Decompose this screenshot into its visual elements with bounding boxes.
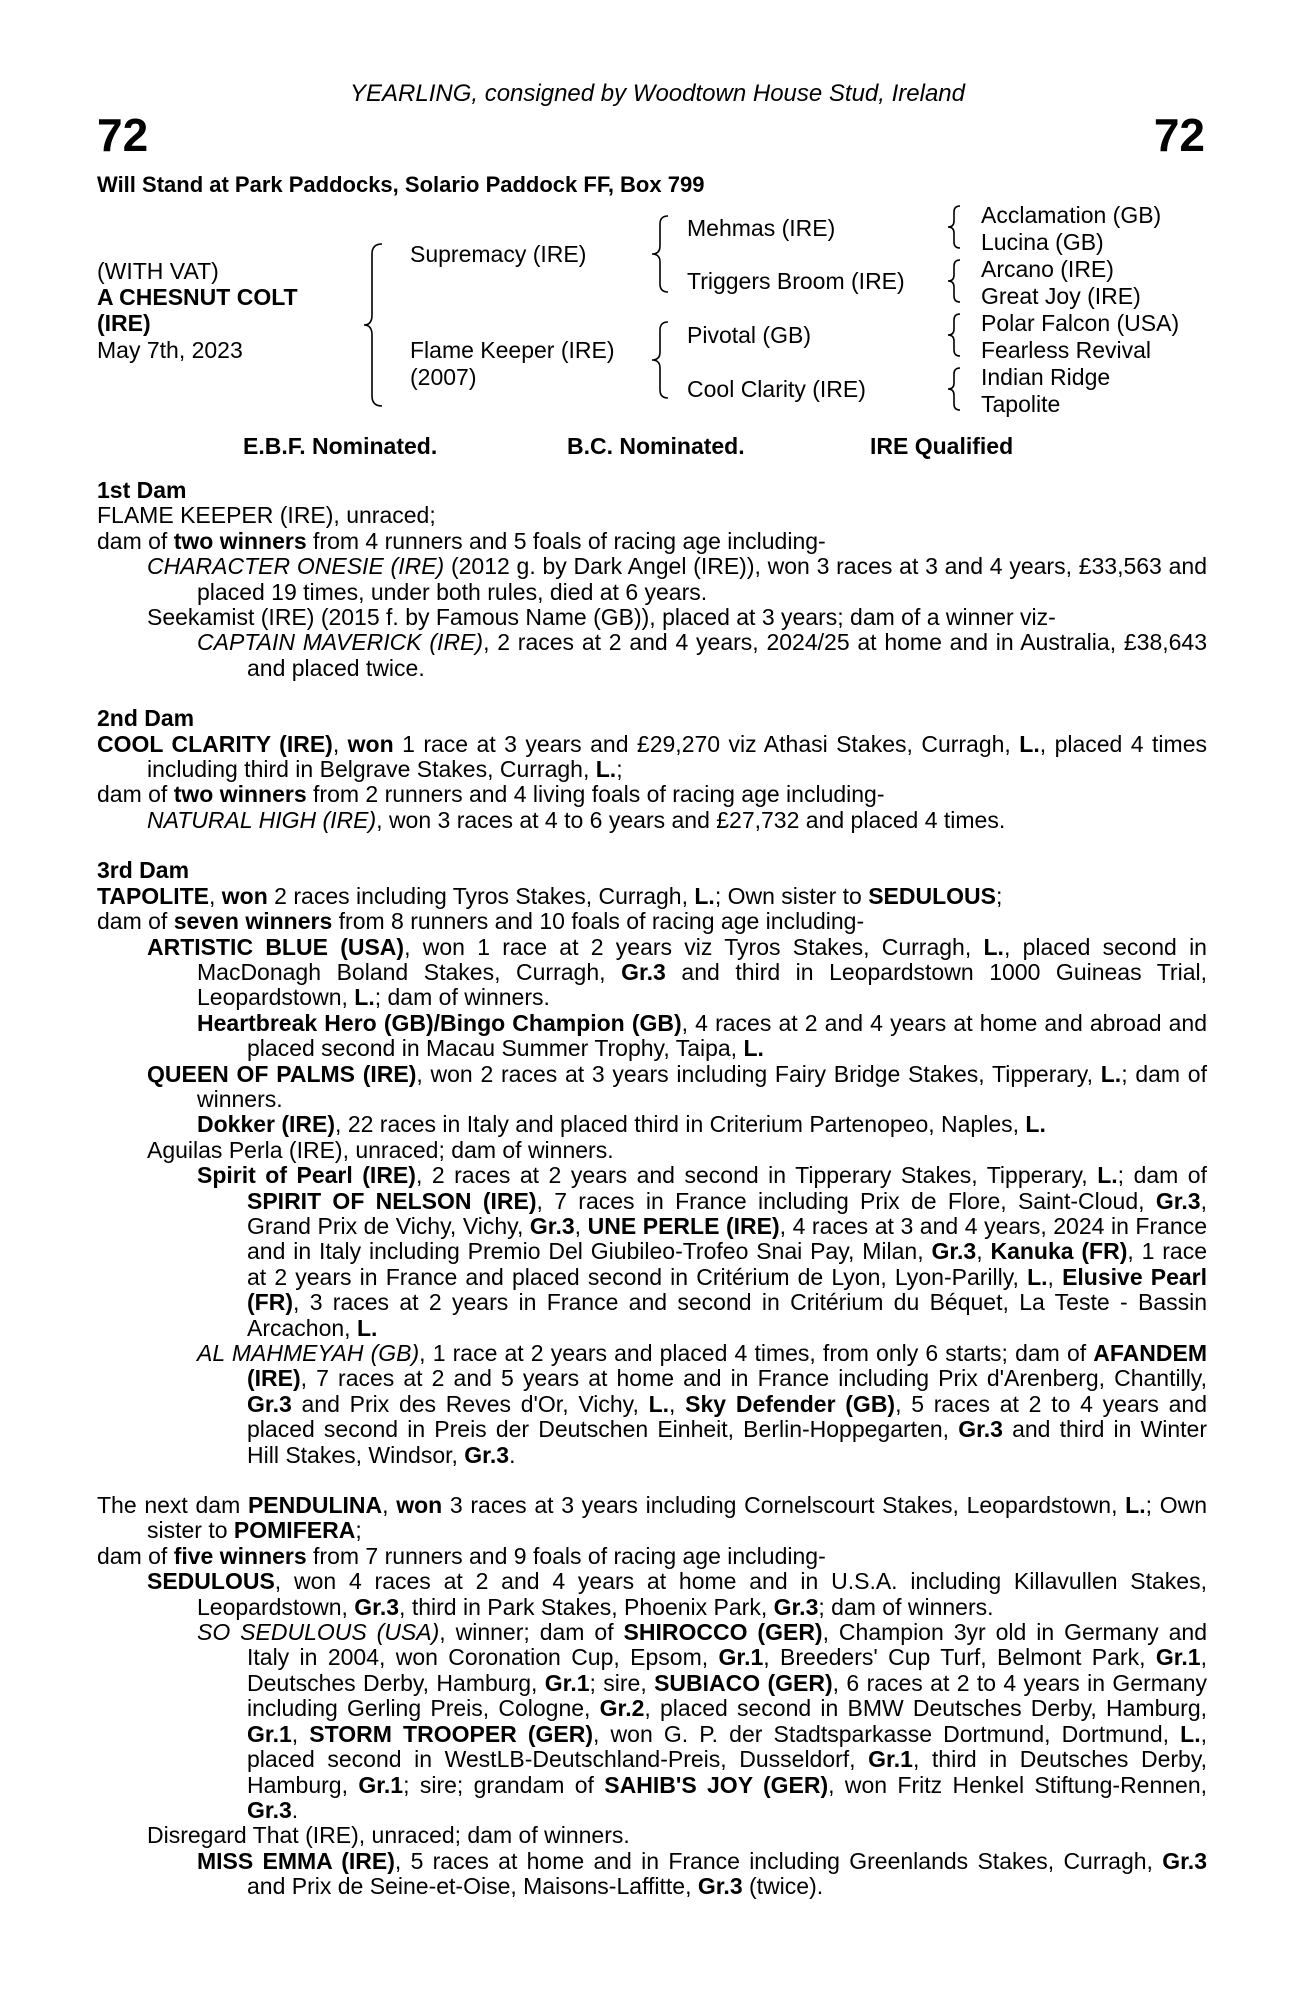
stand-location: Will Stand at Park Paddocks, Solario Paddock FF, Box 799 xyxy=(97,172,705,197)
pedigree-brace-dam xyxy=(648,318,674,402)
ancestor-g6: Fearless Revival xyxy=(981,337,1151,363)
ancestor-g4: Great Joy (IRE) xyxy=(981,283,1141,309)
ire-qualified: IRE Qualified xyxy=(870,433,1014,459)
ancestor-g1: Acclamation (GB) xyxy=(981,202,1162,228)
bc-nominated: B.C. Nominated. xyxy=(567,433,745,459)
ancestor-g7: Indian Ridge xyxy=(981,364,1111,390)
catalogue-paragraph: Disregard That (IRE), unraced; dam of winners. xyxy=(147,1822,630,1849)
catalogue-paragraph: dam of seven winners from 8 runners and 10 foals of racing age including- xyxy=(97,908,865,935)
horse-name: A CHESNUT COLT xyxy=(97,284,298,310)
brace-g3 xyxy=(942,310,966,360)
ebf-nominated: E.B.F. Nominated. xyxy=(243,433,438,459)
catalogue-paragraph: TAPOLITE, won 2 races including Tyros Stakes, Curragh, L.; Own sister to SEDULOUS; xyxy=(97,882,1003,909)
ancestor-g5: Polar Falcon (USA) xyxy=(981,310,1180,336)
brace-g2 xyxy=(942,256,966,306)
catalogue-paragraph: ARTISTIC BLUE (USA), won 1 race at 2 years viz Tyros Stakes, Curragh, L., placed second in MacDonagh Boland Stakes, Curragh, Gr.3 and third in Leopardstown 1000 Guineas Trial, Leopardstown, L.; dam of winners. xyxy=(147,933,1207,1011)
catalogue-paragraph: QUEEN OF PALMS (IRE), won 2 races at 3 years including Fairy Bridge Stakes, Tipperary, L.; dam of winners. xyxy=(147,1060,1207,1112)
catalogue-paragraph: dam of five winners from 7 runners and 9 foals of racing age including- xyxy=(97,1542,826,1569)
dam-dam-name: Cool Clarity (IRE) xyxy=(687,376,866,402)
horse-origin: (IRE) xyxy=(97,310,151,336)
lot-number-right: 72 xyxy=(1153,109,1205,161)
pedigree-brace-sire xyxy=(648,212,674,296)
dam-name: Flame Keeper (IRE) xyxy=(410,337,615,363)
vat-note: (WITH VAT) xyxy=(97,258,219,284)
ancestor-g8: Tapolite xyxy=(981,391,1061,417)
section-heading: 2nd Dam xyxy=(97,705,195,732)
brace-g4 xyxy=(942,364,966,414)
section-heading: 3rd Dam xyxy=(97,857,190,884)
ancestor-g3: Arcano (IRE) xyxy=(981,256,1114,282)
lot-number-left: 72 xyxy=(97,109,149,161)
catalogue-paragraph: Seekamist (IRE) (2015 f. by Famous Name (GB)), placed at 3 years; dam of a winner viz- xyxy=(147,604,1056,631)
sire-dam-name: Triggers Broom (IRE) xyxy=(687,268,905,294)
catalogue-paragraph: Spirit of Pearl (IRE), 2 races at 2 years and second in Tipperary Stakes, Tipperary, L.; dam of SPIRIT OF NELSON (IRE), 7 races in France including Prix de Flore, Saint-Cloud, Gr.3, Grand Prix de Vichy, Vichy, Gr.3, UNE PERLE (IRE), 4 races at 3 and 4 years, 2024 in France and in Italy including Premio Del Giubileo-Trofeo Snai Pay, Milan, Gr.3, Kanuka (FR), 1 race at 2 years in France and placed second in Critérium de Lyon, Lyon-Parilly, L., Elusive Pearl (FR), 3 races at 2 years in France and second in Critérium du Béquet, La Teste - Bassin Arcachon, L. xyxy=(197,1162,1208,1341)
ancestor-g2: Lucina (GB) xyxy=(981,229,1104,255)
section-gap xyxy=(97,833,1207,858)
catalogue-paragraph: SEDULOUS, won 4 races at 2 and 4 years at home and in U.S.A. including Killavullen Stakes, Leopardstown, Gr.3, third in Park Stakes, Phoenix Park, Gr.3; dam of winners. xyxy=(147,1568,1207,1620)
catalogue-paragraph: Aguilas Perla (IRE), unraced; dam of winners. xyxy=(147,1136,614,1163)
section-gap xyxy=(97,681,1207,706)
catalogue-paragraph: Dokker (IRE), 22 races in Italy and placed third in Criterium Partenopeo, Naples, L. xyxy=(197,1111,1046,1138)
section-heading: 1st Dam xyxy=(97,477,187,503)
catalogue-paragraph: AL MAHMEYAH (GB), 1 race at 2 years and placed 4 times, from only 6 starts; dam of AFANDEM (IRE), 7 races at 2 and 5 years at home and in France including Prix d'Arenberg, Chantilly, Gr.3 and Prix des Reves d'Or, Vichy, L., Sky Defender (GB), 5 races at 2 to 4 years and placed second in Preis der Deutschen Einheit, Berlin-Hoppegarten, Gr.3 and third in Winter Hill Stakes, Windsor, Gr.3. xyxy=(197,1340,1208,1468)
pedigree-brace-main xyxy=(360,240,390,410)
catalogue-paragraph: FLAME KEEPER (IRE), unraced; xyxy=(97,502,436,529)
dam-year: (2007) xyxy=(410,364,477,390)
catalogue-paragraph: SO SEDULOUS (USA), winner; dam of SHIROCCO (GER), Champion 3yr old in Germany and Italy in 2004, won Coronation Cup, Epsom, Gr.1, Breeders' Cup Turf, Belmont Park, Gr.1, Deutsches Derby, Hamburg, Gr.1; sire, SUBIACO (GER), 6 races at 2 to 4 years in Germany including Gerling Preis, Cologne, Gr.2, placed second in BMW Deutsches Derby, Hamburg, Gr.1, STORM TROOPER (GER), won G. P. der Stadtsparkasse Dortmund, Dortmund, L., placed second in WestLB-Deutschland-Preis, Dusseldorf, Gr.1, third in Deutsches Derby, Hamburg, Gr.1; sire; grandam of SAHIB'S JOY (GER), won Fritz Henkel Stiftung-Rennen, Gr.3. xyxy=(197,1619,1208,1823)
catalogue-paragraph: CHARACTER ONESIE (IRE) (2012 g. by Dark Angel (IRE)), won 3 races at 3 and 4 years, £33,563 and placed 19 times, under both rules, died at 6 years. xyxy=(147,553,1207,605)
catalogue-paragraph: MISS EMMA (IRE), 5 races at home and in France including Greenlands Stakes, Curragh, Gr.3 and Prix de Seine-et-Oise, Maisons-Laffitte, Gr.3 (twice). xyxy=(197,1847,1207,1900)
section-gap xyxy=(97,1468,1207,1493)
catalogue-body xyxy=(97,478,1207,1900)
catalogue-paragraph: dam of two winners from 4 runners and 5 foals of racing age including- xyxy=(97,527,826,554)
dam-sire-name: Pivotal (GB) xyxy=(687,322,811,348)
catalogue-paragraph: CAPTAIN MAVERICK (IRE), 2 races at 2 and 4 years, 2024/25 at home and in Australia, £38,643 and placed twice. xyxy=(197,629,1207,681)
sire-sire-name: Mehmas (IRE) xyxy=(687,215,836,241)
catalogue-paragraph: Heartbreak Hero (GB)/Bingo Champion (GB), 4 races at 2 and 4 years at home and abroad and placed second in Macau Summer Trophy, Taipa, L. xyxy=(197,1009,1207,1062)
consignor-subtitle: YEARLING, consigned by Woodtown House Stud, Ireland xyxy=(350,80,965,107)
sire-name: Supremacy (IRE) xyxy=(410,241,587,267)
catalogue-paragraph: dam of two winners from 2 runners and 4 living foals of racing age including- xyxy=(97,781,885,808)
foaling-date: May 7th, 2023 xyxy=(97,337,243,363)
catalogue-paragraph: The next dam PENDULINA, won 3 races at 3 years including Cornelscourt Stakes, Leopardstown, L.; Own sister to POMIFERA; xyxy=(97,1492,1207,1544)
catalogue-paragraph: NATURAL HIGH (IRE), won 3 races at 4 to 6 years and £27,732 and placed 4 times. xyxy=(147,806,1006,833)
brace-g1 xyxy=(942,202,966,252)
catalogue-paragraph: COOL CLARITY (IRE), won 1 race at 3 years and £29,270 viz Athasi Stakes, Curragh, L., placed 4 times including third in Belgrave Stakes, Curragh, L.; xyxy=(97,730,1207,783)
